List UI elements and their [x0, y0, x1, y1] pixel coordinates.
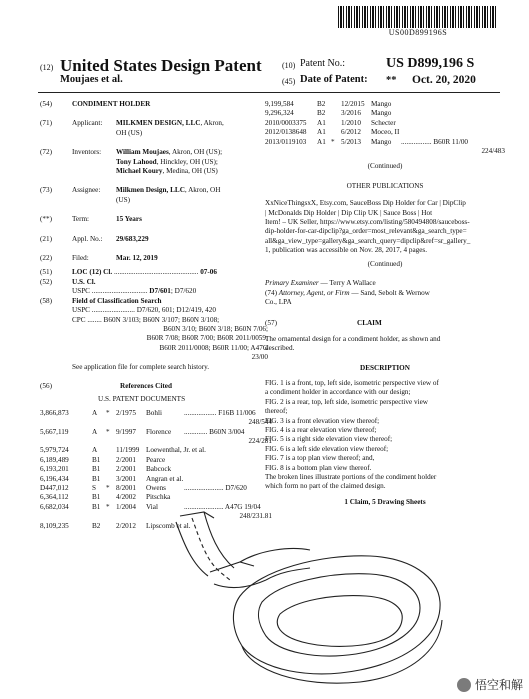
inventors-short: Moujaes et al. [60, 74, 123, 85]
description-line: which form no part of the claimed design. [265, 482, 386, 491]
claims-count: 1 Claim, 5 Drawing Sheets [344, 497, 426, 506]
barcode-number: US00D899196S [388, 28, 448, 37]
references-title: References Cited [120, 381, 172, 390]
date-label: Date of Patent: [300, 74, 368, 85]
reference-row: 224/483 [481, 147, 505, 156]
description-line: FIG. 5 is a right side elevation view thereof; [265, 435, 393, 444]
left-column: (54) CONDIMENT HOLDER (71) Applicant: MILKMEN DESIGN, LLC, Akron, OH (US) (72) Inventors: William Moujaes, Akron, OH (US); Tony Lahood, Hinckley, OH (US); Michael Koury, Medina, OH (US) (73) Assignee: Milkmen Design, LLC, Akron, OH (US) (**) Term: 15 Years (21) Appl. No.: 29/683,229 (22) Filed: Mar. 12, 2019 (51) LOC (12) Cl. ............................................... 07-06 (52) U.S. Cl. USPC ............................... D7/601; D7/620 (58) Field of Classification Search USPC ........................ D7/620, 601; D12/419, 420 CPC ........ B60N 3/103; B60N 3/107; B60N 3/108; B60N 3/10; B60N 3/18; B60N 7/06; B60R 7/08; B60R 7/00; B60R 2011/0059; B60R 2011/0008; B60R 11/00; A47G 23/00 See application file for complete search history. (56) References Cited U.S. PATENT DOCUMENTS 3,866,873 A * 2/1975 Bohli .................. F16B 11/006 248/544 5,667,119 A * 9/1997 Florence ............. B60N 3/004 224/281 5,979,724 A 11/1999 Loewenthal, Jr. et al. 6,189,489 B1 2/2001 Pearce 6,193,201 B1 2/2001 Babcock 6,196,434 B1 3/2001 Angran et al. D447,012 S * 8/2001 Owens ...................... D7/620 6,364,112 B1 4/2002 Pitschka 6,682,034 B1 * 1/2004 Vial ...................... A47G 19/04 248/231.81 8,109,235 B2 2/2012 Lipscomb et al. [40, 100, 272, 530]
other-publications-title: OTHER PUBLICATIONS [346, 181, 424, 190]
title: CONDIMENT HOLDER [72, 100, 151, 108]
reference-row: 6,364,112 B1 4/2002 Pitschka [40, 493, 171, 502]
description-line: FIG. 2 is a rear, top, left side, isometric perspective view [265, 397, 428, 406]
date-stars: ** [386, 75, 397, 86]
document-type: United States Design Patent [60, 56, 262, 75]
reference-row: 9,296,324 B2 3/2016 Mango [265, 109, 392, 118]
description-line: FIG. 8 is a bottom plan view thereof. [265, 463, 372, 472]
reference-row: 6,682,034 B1 * 1/2004 Vial ...................... A47G 19/04 [40, 502, 261, 511]
us-patent-docs: U.S. PATENT DOCUMENTS [98, 395, 186, 404]
description-line: a condiment holder in accordance with our design; [265, 388, 411, 397]
reference-row: D447,012 S * 8/2001 Owens ...................... D7/620 [40, 484, 247, 492]
reference-row: 248/231.81 [239, 512, 272, 521]
reference-row: 6,196,434 B1 3/2001 Angran et al. [40, 474, 184, 483]
description-line: FIG. 7 is a top plan view thereof; and, [265, 454, 375, 463]
right-column: 9,199,584 B2 12/2015 Mango 9,296,324 B2 3/2016 Mango 2010/0003375 A1 1/2010 Schecter 2012/0138648 A1 6/2012 Moceo, II 2013/0119103 A1 * 5/2013 Mango ................. B60R 11/00 224/483 (Continued) OTHER PUBLICATIONS XxNiceThingsxX, Etsy.com, SauceBoss Dip Holder for Car | DipClip | McDonalds Dip Holder | Dip Clip UK | Sauce Boss | Hot Item! – UK Seller, https://www.etsy.com/listing/580494808/sauceboss- dip-holder-for-car-dipclip?ga_order=most_relevant&ga_search_type= all&ga_view_type=gallery&ga_search_query=dipclip&ref=sr_gallery_ 1, publication was accessible on Nov. 28, 2017, 4 pages. (Continued) Primary Examiner — Terry A Wallace (74) Attorney, Agent, or Firm — Sand, Sebolt & Wernow Co., LPA (57) CLAIM The ornamental design for a condiment holder, as shown and described. DESCRIPTION FIG. 1 is a front, top, left side, isometric perspective view of a condiment holder in accordance with our design; FIG. 2 is a rear, top, left side, isometric perspective view thereof; FIG. 3 is a front elevation view thereof; FIG. 4 is a rear elevation view thereof; FIG. 5 is a right side elevation view thereof; FIG. 6 is a left side elevation view thereof; FIG. 7 is a top plan view thereof; and, FIG. 8 is a bottom plan view thereof. The broken lines illustrate portions of the condiment holder which form no part of the claimed design. 1 Claim, 5 Drawing Sheets [265, 100, 505, 506]
claim-title: CLAIM [357, 319, 382, 328]
barcode [338, 6, 498, 28]
reference-row: 5,667,119 A * 9/1997 Florence ............. B60N 3/004 [40, 427, 245, 436]
description-line: thereof; [265, 407, 288, 416]
code-12: (12) [40, 63, 54, 72]
description-title: DESCRIPTION [360, 363, 410, 372]
description-text [265, 379, 505, 492]
description-line: FIG. 3 is a front elevation view thereof; [265, 416, 380, 425]
reference-row: 224/281 [248, 436, 272, 445]
code-10: (10) [282, 61, 296, 70]
description-line: The broken lines illustrate portions of the condiment holder [265, 473, 437, 481]
applicant: MILKMEN DESIGN, LLC [116, 119, 201, 128]
watermark-text: 悟空和解 [474, 678, 523, 692]
patent-number: US D899,196 S [386, 56, 475, 71]
reference-row: 9,199,584 B2 12/2015 Mango [265, 100, 392, 108]
right-references [265, 100, 505, 156]
reference-row: 2013/0119103 A1 * 5/2013 Mango ................. B60R 11/00 [265, 137, 469, 146]
reference-row: 6,189,489 B1 2/2001 Pearce [40, 455, 166, 464]
claim-text: The ornamental design for a condiment holder, as shown and [265, 334, 441, 343]
reference-row: 2012/0138648 A1 6/2012 Moceo, II [265, 128, 400, 137]
reference-row: 8,109,235 B2 2/2012 Lipscomb et al. [40, 521, 191, 530]
code-45: (45) [282, 77, 296, 86]
description-line: FIG. 6 is a left side elevation view thereof; [265, 444, 389, 453]
patent-date: Oct. 20, 2020 [412, 74, 476, 86]
patent-no-label: Patent No.: [300, 58, 345, 69]
header-rule [38, 92, 500, 93]
condiment-holder-drawing [170, 510, 470, 699]
reference-row: 5,979,724 A 11/1999 Loewenthal, Jr. et al. [40, 446, 206, 455]
wechat-icon [457, 678, 471, 692]
description-line: FIG. 1 is a front, top, left side, isometric perspective view of [265, 378, 439, 387]
reference-row: 248/544 [248, 418, 272, 427]
reference-row: 6,193,201 B1 2/2001 Babcock [40, 465, 172, 474]
description-line: FIG. 4 is a rear elevation view thereof; [265, 425, 377, 434]
reference-row: 3,866,873 A * 2/1975 Bohli .................. F16B 11/006 [40, 408, 256, 417]
reference-row: 2010/0003375 A1 1/2010 Schecter [265, 118, 396, 127]
assignee: Milkmen Design, LLC [116, 186, 185, 195]
watermark [457, 676, 523, 693]
